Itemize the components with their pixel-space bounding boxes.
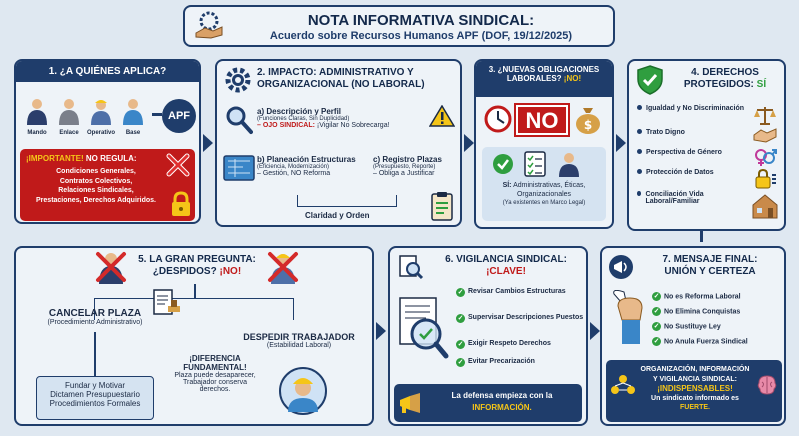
liaison-icon: [58, 97, 80, 125]
crossed-person-icon: [94, 250, 128, 289]
procedure-box: Fundar y Motivar Dictamen Presupuestario Procedimientos Formales: [36, 376, 154, 420]
header-banner: [183, 5, 615, 47]
check-circle-icon: [492, 153, 514, 180]
panel-4-title: 4. DERECHOS PROTEGIDOS: SÍ: [683, 67, 767, 90]
cancel-plaza-title: CANCELAR PLAZA: [48, 308, 142, 319]
flow-arrow-2-3: [464, 134, 474, 152]
panel-5-title: 5. LA GRAN PREGUNTA: ¿DESPIDOS? ¡NO!: [138, 254, 256, 277]
worker-mando: Mando: [22, 97, 52, 136]
no-sign: NO: [516, 105, 568, 135]
flow-arrow-3-4: [616, 134, 626, 152]
cancel-plaza: CANCELAR PLAZA (Procedimiento Administrativo): [20, 308, 170, 326]
not-regulated-list: Condiciones Generales, Contratos Colectivos, Relaciones Sindicales, Prestaciones, Derechos Adquiridos.: [36, 168, 156, 204]
final-item: ✓ No Sustituye Ley: [653, 323, 721, 331]
magnify-doc-icon: [396, 294, 450, 365]
vigilance-item: ✓ Evitar Precarización: [457, 358, 535, 366]
hardhat-worker-icon: [90, 97, 112, 125]
not-regulated-label: NO REGULA:: [85, 154, 137, 163]
padlock-icon: [170, 191, 192, 222]
right-item: Igualdad y No Discriminación: [637, 105, 747, 129]
brain-icon: [756, 374, 778, 401]
panel-final-message: [600, 246, 786, 426]
panel-big-question: [14, 246, 374, 426]
branch-stem: [194, 284, 196, 298]
data-lock-icon: [755, 169, 777, 194]
megaphone-icon: [398, 392, 422, 419]
money-bag-icon: [574, 105, 602, 140]
worker-avatar-icon: [278, 366, 328, 421]
panel-2-title: 2. IMPACTO: ADMINISTRATIVO Y ORGANIZACIONAL (NO LABORAL): [257, 67, 425, 90]
rights-list: [637, 105, 747, 215]
worker-base: Base: [118, 97, 148, 136]
flow-arrow-1-2: [203, 134, 213, 152]
apf-badge: APF: [162, 99, 196, 133]
left-branch-arrow: [94, 332, 96, 376]
page-subtitle: Acuerdo sobre Recursos Humanos APF (DOF, 19/12/2025): [269, 30, 573, 42]
row-connector: [700, 230, 703, 242]
page-title: NOTA INFORMATIVA SINDICAL:: [307, 12, 535, 29]
flow-arrow-6-7: [590, 322, 600, 340]
svg-text:$: $: [583, 118, 593, 132]
ethics-box: [482, 147, 606, 221]
handshake-gear-icon: [193, 11, 225, 41]
search-doc-icon: [398, 254, 424, 285]
panel-impact: [215, 59, 462, 227]
magnifier-icon: [225, 105, 253, 140]
right-item: Trato Digno: [637, 129, 747, 149]
worker-arrow: [152, 113, 162, 116]
panel-new-obligations: [474, 59, 614, 229]
vigilance-item: ✓ Exigir Respeto Derechos: [457, 340, 551, 348]
gear-icon: [223, 65, 253, 100]
vigilance-footer: La defensa empieza con la INFORMACIÓN.: [394, 384, 582, 422]
right-item: Conciliación Vida Laboral/Familiar: [637, 191, 747, 215]
base-worker-icon: [122, 97, 144, 125]
workers-group: [22, 97, 152, 145]
crossed-worker-icon: [266, 250, 300, 289]
worker-enlace: Enlace: [54, 97, 84, 136]
megaphone-icon: [608, 254, 634, 285]
panel-1-title: 1. ¿A QUIÉNES APLICA?: [16, 61, 199, 82]
network-people-icon: [610, 374, 636, 401]
item-c: c) Registro Plazas (Presupuesto, Reporte) – Obliga a Justificar: [373, 155, 442, 177]
shield-check-icon: [637, 65, 663, 100]
final-item: ✓ No Elimina Conquistas: [653, 308, 741, 316]
right-item: Perspectiva de Género: [637, 149, 747, 169]
not-regulated-box: [20, 149, 195, 221]
panel-applies-to: [14, 59, 201, 224]
difference-note: ¡DIFERENCIA FUNDAMENTAL! Plaza puede desaparecer, Trabajador conserva derechos.: [174, 354, 256, 393]
warning-label: ¡IMPORTANTE!: [26, 154, 84, 163]
item-a: a) Descripción y Perfil (Funciones Claras, Sin Duplicidad) – OJO SINDICAL: ¡Vigilar No Sobrecarga!: [257, 107, 390, 129]
vigilance-item: ✓ Supervisar Descripciones Puestos: [457, 314, 584, 322]
final-item: ✓ No Anula Fuerza Sindical: [653, 338, 748, 346]
panel-7-title: 7. MENSAJE FINAL: UNIÓN Y CERTEZA: [662, 254, 758, 277]
checklist-icon: [524, 151, 546, 182]
vigilance-item: ✓ Revisar Cambios Estructuras: [457, 288, 566, 296]
final-footer: ORGANIZACIÓN, INFORMACIÓN Y VIGILANCIA SINDICAL: ¡INDISPENSABLES! Un sindicato informado es FUERTE.: [606, 360, 782, 422]
panel-6-title: 6. VIGILANCIA SINDICAL: ¡CLAVE!: [445, 254, 567, 277]
handshake-icon: [753, 127, 777, 148]
final-item: ✓ No es Reforma Laboral: [653, 293, 741, 301]
family-home-icon: [751, 193, 779, 224]
person-icon: [558, 151, 580, 182]
warning-triangle-icon: [429, 105, 455, 132]
item-b: b) Planeación Estructuras (Eficiencia, Modernización) – Gestión, NO Reforma: [257, 155, 356, 177]
connector-lines: [297, 195, 397, 207]
fire-worker: DESPEDIR TRABAJADOR (Estabilidad Laboral): [226, 332, 372, 349]
raised-fist-icon: [608, 290, 650, 351]
vigilance-list: [456, 288, 586, 376]
right-item: Protección de Datos: [637, 169, 747, 191]
worker-operativo: Operativo: [86, 97, 116, 136]
panel-union-vigilance: [388, 246, 588, 426]
clarity-order-label: Claridad y Orden: [305, 211, 370, 220]
clipboard-icon: [431, 191, 453, 226]
manager-icon: [26, 97, 48, 125]
panel-protected-rights: [627, 59, 786, 231]
fire-worker-title: DESPEDIR TRABAJADOR: [243, 332, 355, 342]
x-mark-icon: [166, 153, 190, 182]
final-list: [652, 292, 784, 352]
obligations-text: SÍ: Administrativas, Éticas, Organizacionales (Ya existentes en Marco Legal): [502, 182, 586, 206]
flow-arrow-5-6: [376, 322, 386, 340]
panel-3-title: 3. ¿NUEVAS OBLIGACIONES LABORALES? ¡NO!: [476, 61, 612, 97]
clock-icon: [484, 105, 512, 138]
blueprint-icon: [223, 155, 255, 186]
